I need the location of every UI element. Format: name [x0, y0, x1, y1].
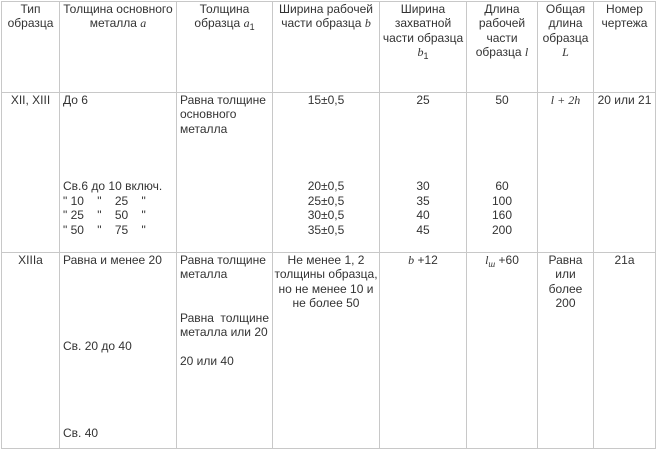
- list-item: 45: [416, 222, 430, 237]
- table-row-xii-xiii: [2, 93, 656, 253]
- cell-total-length: [538, 93, 594, 253]
- drawing-value: 20 или 21: [597, 93, 652, 107]
- list-item: Равна толщине металла или 20: [180, 310, 269, 340]
- list-item: 25±0,5: [307, 193, 345, 208]
- header-sample-thickness: [177, 2, 273, 93]
- list-item: Св.6 до 10 включ.: [63, 179, 163, 194]
- cell-drawing: [594, 93, 656, 253]
- cell-grip-width: [380, 93, 467, 253]
- sample-value: Равна толщине основного металла: [180, 93, 266, 136]
- header-type-text: Тип образца: [7, 2, 54, 31]
- list-item: 40: [416, 208, 430, 223]
- cell-work-width: [273, 93, 380, 253]
- list-item: 100: [491, 193, 513, 208]
- symbol-a1: a: [243, 16, 250, 31]
- cell-work-width: [273, 253, 380, 449]
- header-work-length: [467, 2, 538, 93]
- symbol-b1: b: [417, 45, 424, 60]
- type-value: XII, XIII: [10, 93, 51, 107]
- list-item: 20±0,5: [307, 179, 345, 194]
- cell-sample: [177, 253, 273, 449]
- header-base-thickness: [60, 2, 177, 93]
- cell-work-length: [467, 93, 538, 253]
- symbol-b1-sub: 1: [423, 51, 429, 62]
- list-item: 25: [416, 93, 430, 107]
- header-work-length-text: Длина рабочей части образца: [475, 2, 526, 60]
- list-item: 15±0,5: [307, 93, 345, 107]
- symbol-a1-sub: 1: [249, 22, 255, 33]
- list-item: 30±0,5: [307, 208, 345, 223]
- list-item: " 25 " 50 ": [63, 208, 146, 223]
- cell-thickness: [60, 93, 177, 253]
- header-total-length: [538, 2, 594, 93]
- list-item: 30: [416, 179, 430, 194]
- work-length-formula: +60: [495, 253, 519, 267]
- list-item: Равна толщине металла: [180, 253, 266, 282]
- header-work-width-text: Ширина рабочей части образца: [279, 2, 373, 31]
- list-item: 60: [495, 179, 509, 194]
- symbol-a: a: [140, 16, 147, 31]
- cell-total-length: [538, 253, 594, 449]
- list-item: 200: [491, 222, 513, 237]
- cell-grip-width: [380, 253, 467, 449]
- symbol-l: l: [524, 45, 529, 60]
- cell-type: [2, 93, 60, 253]
- header-work-width: [273, 2, 380, 93]
- list-item: Св. 20 до 40: [63, 339, 132, 354]
- cell-drawing: [594, 253, 656, 449]
- header-sample-thickness-text: Толщина образца: [194, 2, 250, 31]
- symbol-L: L: [562, 45, 569, 60]
- type-value: XIIIa: [18, 253, 43, 267]
- symbol-l: l: [485, 253, 489, 267]
- list-item: До 6: [63, 93, 88, 107]
- list-item: 35±0,5: [307, 222, 345, 237]
- header-grip-width-text: Ширина захватной части образца: [382, 2, 464, 45]
- grip-width-formula: +12: [414, 253, 438, 267]
- header-grip-width: [380, 2, 467, 93]
- symbol-b: b: [408, 253, 415, 267]
- symbol-b: b: [364, 16, 371, 31]
- total-length-formula: l + 2h: [550, 93, 581, 107]
- drawing-value: 21а: [614, 253, 635, 267]
- list-item: Св. 40: [63, 425, 99, 440]
- list-item: " 50 " 75 ": [63, 222, 146, 237]
- specimen-table: [1, 1, 656, 449]
- cell-work-length: [467, 253, 538, 449]
- header-base-thickness-text: Толщина основного металла: [63, 2, 173, 31]
- table-row-xiiia: [2, 253, 656, 449]
- list-item: 35: [416, 193, 430, 208]
- header-total-length-text: Общая длина образца: [542, 2, 589, 45]
- work-width-value: Не менее 1, 2 толщины образца, но не менее 10 и не более 50: [274, 253, 378, 311]
- symbol-l-sub: ш: [488, 259, 496, 269]
- cell-sample: [177, 93, 273, 253]
- header-row: [2, 2, 656, 93]
- header-drawing-no-text: Номер чертежа: [601, 2, 648, 31]
- cell-type: [2, 253, 60, 449]
- list-item: 50: [495, 93, 509, 107]
- header-drawing-no: [594, 2, 656, 93]
- list-item: 160: [491, 208, 513, 223]
- total-length-value: Равна или более 200: [548, 253, 583, 311]
- list-item: " 10 " 25 ": [63, 193, 146, 208]
- list-item: Равна и менее 20: [63, 253, 162, 267]
- cell-thickness: [60, 253, 177, 449]
- header-type: [2, 2, 60, 93]
- list-item: 20 или 40: [180, 353, 234, 368]
